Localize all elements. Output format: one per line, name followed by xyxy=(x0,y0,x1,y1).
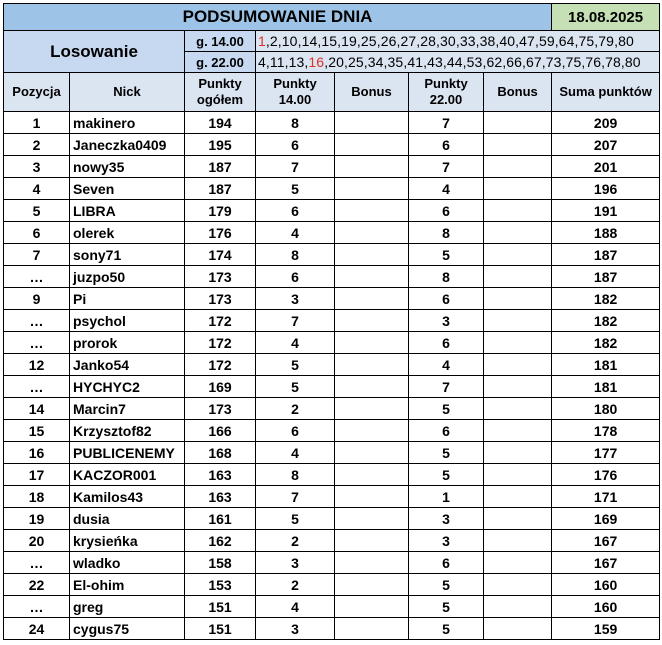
position-cell: … xyxy=(4,376,70,398)
sum-points-cell: 181 xyxy=(552,354,660,376)
total-points-cell: 162 xyxy=(185,530,256,552)
bonus-1-cell xyxy=(335,508,409,530)
bonus-2-cell xyxy=(484,244,552,266)
bonus-2-cell xyxy=(484,442,552,464)
bonus-1-cell xyxy=(335,398,409,420)
draw-number: 35 xyxy=(387,54,404,70)
points-2200-cell: 7 xyxy=(409,112,484,134)
bonus-2-cell xyxy=(484,618,552,640)
sum-points-cell: 182 xyxy=(552,288,660,310)
bonus-2-cell xyxy=(484,178,552,200)
points-1400-cell: 7 xyxy=(256,156,335,178)
sum-points-cell: 207 xyxy=(552,134,660,156)
total-points-cell: 169 xyxy=(185,376,256,398)
bonus-1-cell xyxy=(335,574,409,596)
draw-number: 67 xyxy=(526,54,542,70)
sum-points-cell: 169 xyxy=(552,508,660,530)
draw-number: 40 xyxy=(499,33,516,49)
sum-points-cell: 171 xyxy=(552,486,660,508)
bonus-1-cell xyxy=(335,200,409,222)
table-row xyxy=(4,288,660,310)
nick-cell: Janko54 xyxy=(70,354,185,376)
draw-number: 16 xyxy=(308,54,325,70)
points-1400-cell: 5 xyxy=(256,178,335,200)
points-1400-cell: 7 xyxy=(256,310,335,332)
nick-cell: Marcin7 xyxy=(70,398,185,420)
sum-points-cell: 187 xyxy=(552,266,660,288)
position-cell: 5 xyxy=(4,200,70,222)
nick-cell: sony71 xyxy=(70,244,185,266)
draw-number: 2 xyxy=(269,33,278,49)
table-row xyxy=(4,178,660,200)
draw-time-2: g. 22.00 xyxy=(185,52,256,73)
table-row xyxy=(4,530,660,552)
col-header-bonus-2: Bonus xyxy=(484,73,552,112)
draw-number: 14 xyxy=(301,33,318,49)
draw-number: 47 xyxy=(519,33,535,49)
points-1400-cell: 6 xyxy=(256,420,335,442)
points-1400-cell: 6 xyxy=(256,266,335,288)
bonus-2-cell xyxy=(484,288,552,310)
nick-cell: krysieńka xyxy=(70,530,185,552)
points-2200-cell: 7 xyxy=(409,156,484,178)
points-2200-cell: 6 xyxy=(409,552,484,574)
points-2200-cell: 3 xyxy=(409,530,484,552)
bonus-1-cell xyxy=(335,266,409,288)
nick-cell: wladko xyxy=(70,552,185,574)
position-cell: 4 xyxy=(4,178,70,200)
nick-cell: KACZOR001 xyxy=(70,464,185,486)
nick-cell: olerek xyxy=(70,222,185,244)
bonus-2-cell xyxy=(484,530,552,552)
table-row xyxy=(4,376,660,398)
total-points-cell: 172 xyxy=(185,332,256,354)
points-2200-cell: 5 xyxy=(409,618,484,640)
bonus-2-cell xyxy=(484,508,552,530)
points-2200-cell: 5 xyxy=(409,596,484,618)
sum-points-cell: 177 xyxy=(552,442,660,464)
points-2200-cell: 5 xyxy=(409,574,484,596)
col-header-points-2200: Punkty 22.00 xyxy=(409,73,484,112)
points-2200-cell: 6 xyxy=(409,332,484,354)
bonus-1-cell xyxy=(335,310,409,332)
draw-number: 20 xyxy=(328,54,344,70)
total-points-cell: 158 xyxy=(185,552,256,574)
col-header-points-1400: Punkty 14.00 xyxy=(256,73,335,112)
sum-points-cell: 160 xyxy=(552,596,660,618)
total-points-cell: 195 xyxy=(185,134,256,156)
points-2200-cell: 5 xyxy=(409,442,484,464)
total-points-cell: 172 xyxy=(185,354,256,376)
position-cell: 24 xyxy=(4,618,70,640)
bonus-1-cell xyxy=(335,222,409,244)
table-row xyxy=(4,244,660,266)
draw-number: 78 xyxy=(605,54,621,70)
date-label: 18.08.2025 xyxy=(552,4,660,31)
draw-number: 34 xyxy=(367,54,384,70)
bonus-1-cell xyxy=(335,178,409,200)
summary-table xyxy=(3,3,660,640)
draw-number: 13 xyxy=(288,54,305,70)
bonus-2-cell xyxy=(484,310,552,332)
draw-number: 28 xyxy=(420,33,437,49)
position-cell: 12 xyxy=(4,354,70,376)
position-cell: … xyxy=(4,596,70,618)
position-cell: … xyxy=(4,552,70,574)
bonus-1-cell xyxy=(335,354,409,376)
draw-number: 80 xyxy=(618,33,634,49)
position-cell: 22 xyxy=(4,574,70,596)
table-row xyxy=(4,222,660,244)
draw-number: 30 xyxy=(440,33,456,49)
points-1400-cell: 5 xyxy=(256,508,335,530)
points-2200-cell: 8 xyxy=(409,266,484,288)
bonus-2-cell xyxy=(484,398,552,420)
draw-number: 19 xyxy=(341,33,357,49)
bonus-2-cell xyxy=(484,574,552,596)
sum-points-cell: 167 xyxy=(552,530,660,552)
points-1400-cell: 4 xyxy=(256,596,335,618)
total-points-cell: 161 xyxy=(185,508,256,530)
position-cell: … xyxy=(4,332,70,354)
draw-number: 1 xyxy=(258,33,266,49)
bonus-2-cell xyxy=(484,376,552,398)
nick-cell: PUBLICENEMY xyxy=(70,442,185,464)
table-row xyxy=(4,310,660,332)
position-cell: … xyxy=(4,310,70,332)
draw-number: 38 xyxy=(479,33,496,49)
bonus-2-cell xyxy=(484,134,552,156)
points-2200-cell: 4 xyxy=(409,354,484,376)
bonus-1-cell xyxy=(335,552,409,574)
table-row xyxy=(4,442,660,464)
bonus-1-cell xyxy=(335,618,409,640)
draw-numbers-2: 4,11,13,16,20,25,34,35,41,43,44,53,62,66,67,73,75,76,78,80 xyxy=(256,52,660,73)
bonus-1-cell xyxy=(335,134,409,156)
sum-points-cell: 187 xyxy=(552,244,660,266)
bonus-2-cell xyxy=(484,222,552,244)
sum-points-cell: 160 xyxy=(552,574,660,596)
points-2200-cell: 8 xyxy=(409,222,484,244)
points-1400-cell: 4 xyxy=(256,442,335,464)
position-cell: 3 xyxy=(4,156,70,178)
total-points-cell: 174 xyxy=(185,244,256,266)
bonus-2-cell xyxy=(484,464,552,486)
col-header-total: Punkty ogółem xyxy=(185,73,256,112)
draw-number: 4 xyxy=(258,54,266,70)
table-row xyxy=(4,332,660,354)
draw-number: 76 xyxy=(585,54,602,70)
draw-number: 53 xyxy=(466,54,483,70)
points-1400-cell: 3 xyxy=(256,618,335,640)
draw-number: 75 xyxy=(565,54,582,70)
total-points-cell: 163 xyxy=(185,486,256,508)
total-points-cell: 172 xyxy=(185,310,256,332)
col-header-position: Pozycja xyxy=(4,73,70,112)
points-2200-cell: 1 xyxy=(409,486,484,508)
points-2200-cell: 3 xyxy=(409,508,484,530)
total-points-cell: 153 xyxy=(185,574,256,596)
sum-points-cell: 180 xyxy=(552,398,660,420)
draw-time-1: g. 14.00 xyxy=(185,31,256,52)
points-1400-cell: 5 xyxy=(256,354,335,376)
points-1400-cell: 3 xyxy=(256,288,335,310)
table-row xyxy=(4,398,660,420)
bonus-2-cell xyxy=(484,112,552,134)
points-2200-cell: 3 xyxy=(409,310,484,332)
bonus-1-cell xyxy=(335,420,409,442)
nick-cell: Kamilos43 xyxy=(70,486,185,508)
points-1400-cell: 6 xyxy=(256,200,335,222)
nick-cell: prorok xyxy=(70,332,185,354)
bonus-2-cell xyxy=(484,596,552,618)
position-cell: … xyxy=(4,266,70,288)
table-row xyxy=(4,200,660,222)
bonus-2-cell xyxy=(484,354,552,376)
points-2200-cell: 5 xyxy=(409,244,484,266)
bonus-2-cell xyxy=(484,332,552,354)
total-points-cell: 166 xyxy=(185,420,256,442)
sum-points-cell: 182 xyxy=(552,310,660,332)
total-points-cell: 173 xyxy=(185,398,256,420)
sum-points-cell: 182 xyxy=(552,332,660,354)
sum-points-cell: 178 xyxy=(552,420,660,442)
draw-number: 80 xyxy=(624,54,641,70)
points-2200-cell: 5 xyxy=(409,464,484,486)
col-header-nick: Nick xyxy=(70,73,185,112)
table-row xyxy=(4,618,660,640)
nick-cell: nowy35 xyxy=(70,156,185,178)
nick-cell: dusia xyxy=(70,508,185,530)
nick-cell: greg xyxy=(70,596,185,618)
nick-cell: juzpo50 xyxy=(70,266,185,288)
bonus-2-cell xyxy=(484,552,552,574)
points-1400-cell: 2 xyxy=(256,398,335,420)
position-cell: 6 xyxy=(4,222,70,244)
draw-number: 11 xyxy=(269,54,285,70)
points-1400-cell: 4 xyxy=(256,332,335,354)
points-1400-cell: 4 xyxy=(256,222,335,244)
draw-label: Losowanie xyxy=(4,31,185,73)
nick-cell: makinero xyxy=(70,112,185,134)
draw-number: 64 xyxy=(558,33,575,49)
position-cell: 15 xyxy=(4,420,70,442)
table-row xyxy=(4,156,660,178)
table-row xyxy=(4,354,660,376)
nick-cell: Seven xyxy=(70,178,185,200)
nick-cell: El-ohim xyxy=(70,574,185,596)
points-2200-cell: 7 xyxy=(409,376,484,398)
total-points-cell: 194 xyxy=(185,112,256,134)
position-cell: 20 xyxy=(4,530,70,552)
bonus-1-cell xyxy=(335,332,409,354)
position-cell: 14 xyxy=(4,398,70,420)
draw-number: 66 xyxy=(506,54,522,70)
sum-points-cell: 176 xyxy=(552,464,660,486)
total-points-cell: 176 xyxy=(185,222,256,244)
bonus-1-cell xyxy=(335,112,409,134)
position-cell: 17 xyxy=(4,464,70,486)
nick-cell: HYCHYC2 xyxy=(70,376,185,398)
position-cell: 7 xyxy=(4,244,70,266)
points-2200-cell: 6 xyxy=(409,200,484,222)
points-1400-cell: 2 xyxy=(256,574,335,596)
draw-number: 41 xyxy=(407,54,424,70)
bonus-1-cell xyxy=(335,464,409,486)
draw-number: 59 xyxy=(538,33,555,49)
table-row xyxy=(4,596,660,618)
position-cell: 19 xyxy=(4,508,70,530)
total-points-cell: 151 xyxy=(185,596,256,618)
bonus-2-cell xyxy=(484,420,552,442)
nick-cell: cygus75 xyxy=(70,618,185,640)
points-1400-cell: 5 xyxy=(256,376,335,398)
position-cell: 1 xyxy=(4,112,70,134)
table-row xyxy=(4,134,660,156)
bonus-1-cell xyxy=(335,288,409,310)
table-row xyxy=(4,464,660,486)
bonus-1-cell xyxy=(335,530,409,552)
total-points-cell: 187 xyxy=(185,156,256,178)
position-cell: 2 xyxy=(4,134,70,156)
draw-number: 43 xyxy=(427,54,443,70)
draw-number: 10 xyxy=(281,33,298,49)
draw-number: 79 xyxy=(598,33,615,49)
draw-number: 44 xyxy=(446,54,463,70)
total-points-cell: 173 xyxy=(185,288,256,310)
position-cell: 16 xyxy=(4,442,70,464)
sum-points-cell: 167 xyxy=(552,552,660,574)
table-row xyxy=(4,552,660,574)
points-1400-cell: 2 xyxy=(256,530,335,552)
sum-points-cell: 191 xyxy=(552,200,660,222)
points-1400-cell: 7 xyxy=(256,486,335,508)
page-title: PODSUMOWANIE DNIA xyxy=(4,4,552,31)
total-points-cell: 151 xyxy=(185,618,256,640)
col-header-bonus-1: Bonus xyxy=(335,73,409,112)
total-points-cell: 187 xyxy=(185,178,256,200)
draw-number: 25 xyxy=(360,33,377,49)
table-row xyxy=(4,508,660,530)
points-2200-cell: 5 xyxy=(409,398,484,420)
bonus-1-cell xyxy=(335,244,409,266)
nick-cell: Janeczka0409 xyxy=(70,134,185,156)
bonus-2-cell xyxy=(484,486,552,508)
table-row xyxy=(4,266,660,288)
points-1400-cell: 8 xyxy=(256,464,335,486)
position-cell: 9 xyxy=(4,288,70,310)
bonus-1-cell xyxy=(335,486,409,508)
points-1400-cell: 6 xyxy=(256,134,335,156)
column-header-row xyxy=(4,73,660,112)
bonus-1-cell xyxy=(335,376,409,398)
draw-number: 33 xyxy=(459,33,476,49)
bonus-1-cell xyxy=(335,442,409,464)
total-points-cell: 163 xyxy=(185,464,256,486)
points-2200-cell: 4 xyxy=(409,178,484,200)
draw-number: 25 xyxy=(347,54,364,70)
total-points-cell: 168 xyxy=(185,442,256,464)
points-2200-cell: 6 xyxy=(409,134,484,156)
nick-cell: Pi xyxy=(70,288,185,310)
draw-number: 26 xyxy=(380,33,397,49)
total-points-cell: 179 xyxy=(185,200,256,222)
sum-points-cell: 181 xyxy=(552,376,660,398)
bonus-2-cell xyxy=(484,266,552,288)
total-points-cell: 173 xyxy=(185,266,256,288)
nick-cell: LIBRA xyxy=(70,200,185,222)
sum-points-cell: 159 xyxy=(552,618,660,640)
draw-number: 15 xyxy=(321,33,338,49)
table-row xyxy=(4,486,660,508)
draw-number: 75 xyxy=(578,33,595,49)
col-header-sum: Suma punktów xyxy=(552,73,660,112)
sum-points-cell: 201 xyxy=(552,156,660,178)
bonus-1-cell xyxy=(335,596,409,618)
table-row xyxy=(4,112,660,134)
nick-cell: Krzysztof82 xyxy=(70,420,185,442)
draw-number: 62 xyxy=(486,54,503,70)
draw-numbers-1: 1,2,10,14,15,19,25,26,27,28,30,33,38,40,47,59,64,75,79,80 xyxy=(256,31,660,52)
draw-number: 73 xyxy=(545,54,562,70)
nick-cell: psychol xyxy=(70,310,185,332)
draw-number: 27 xyxy=(400,33,417,49)
points-1400-cell: 3 xyxy=(256,552,335,574)
sum-points-cell: 196 xyxy=(552,178,660,200)
points-1400-cell: 8 xyxy=(256,112,335,134)
table-row xyxy=(4,420,660,442)
position-cell: 18 xyxy=(4,486,70,508)
points-1400-cell: 8 xyxy=(256,244,335,266)
bonus-2-cell xyxy=(484,156,552,178)
sum-points-cell: 188 xyxy=(552,222,660,244)
points-2200-cell: 6 xyxy=(409,288,484,310)
table-row xyxy=(4,574,660,596)
sum-points-cell: 209 xyxy=(552,112,660,134)
bonus-1-cell xyxy=(335,156,409,178)
bonus-2-cell xyxy=(484,200,552,222)
points-2200-cell: 6 xyxy=(409,420,484,442)
